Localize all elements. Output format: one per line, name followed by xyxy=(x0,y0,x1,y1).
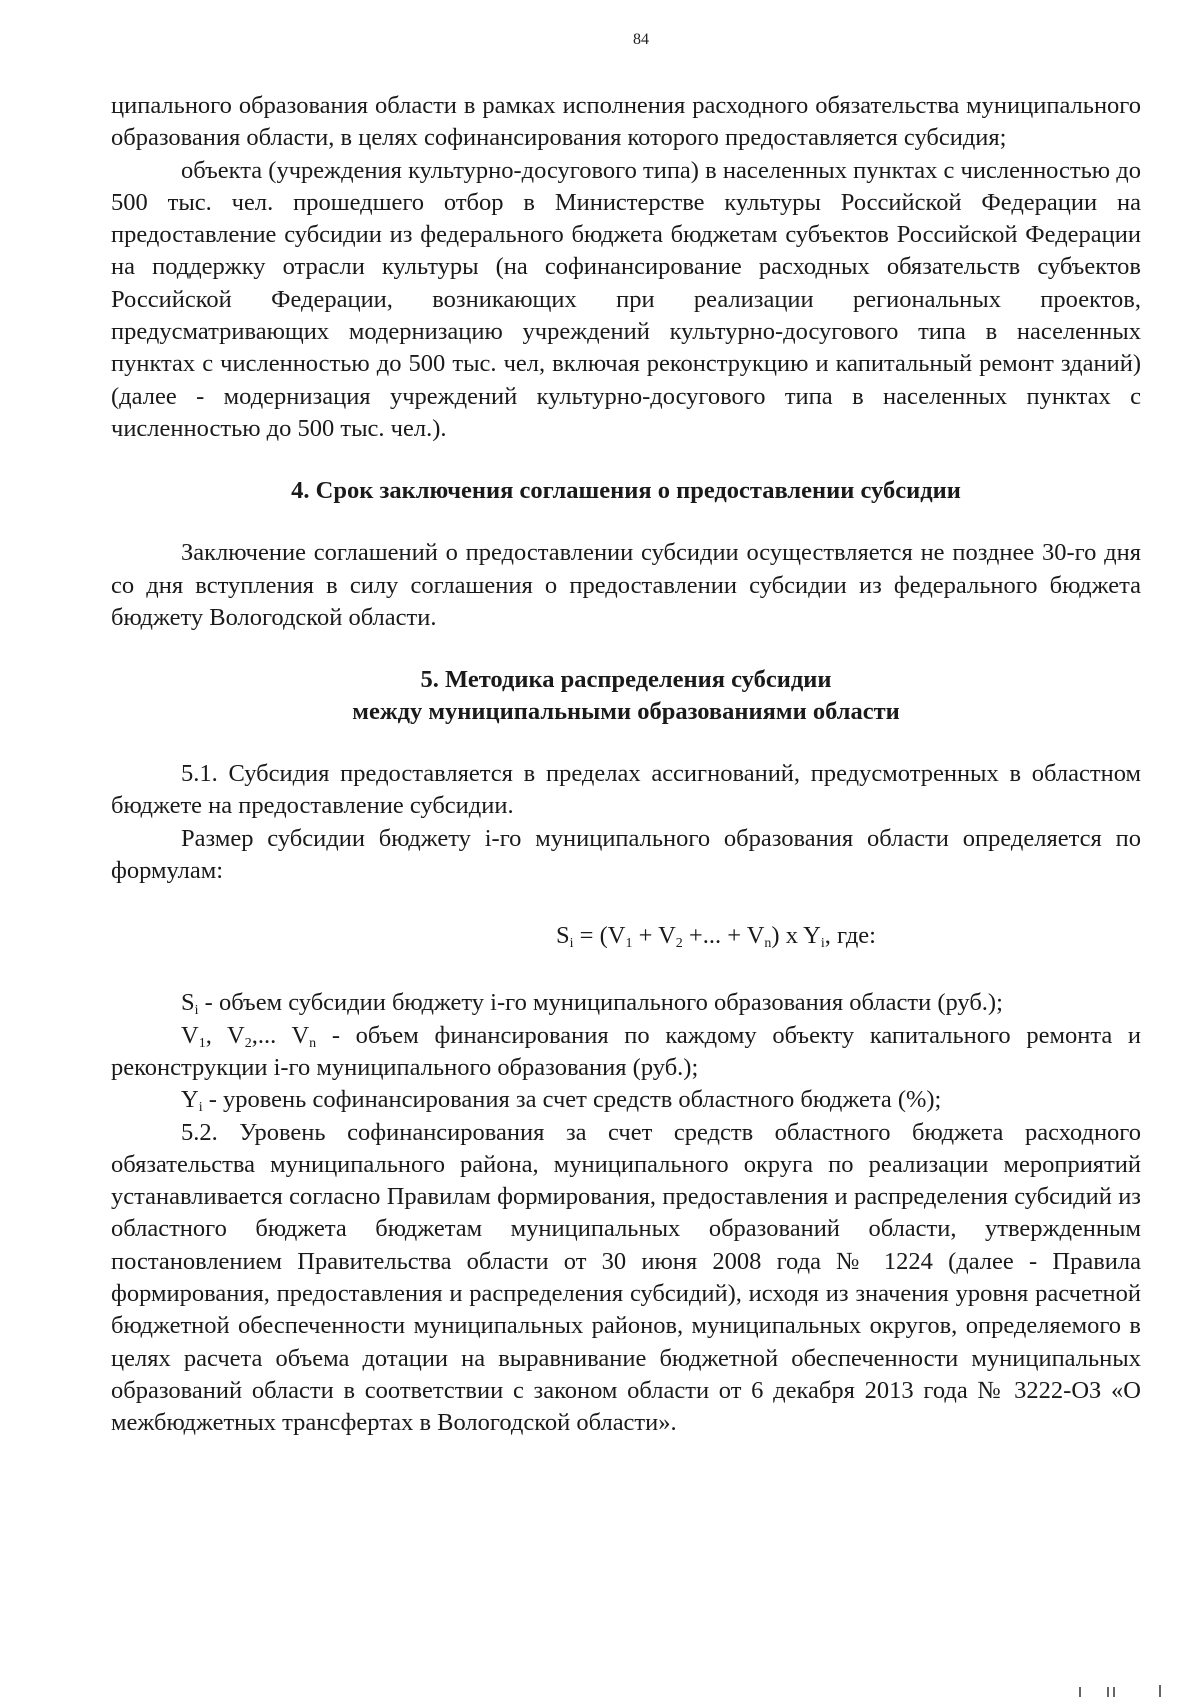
definition-v: $V_1$, $V_2$,... $V_n$ - объем финансирования по каждому объекту капитального ремонта и реконструкции i-го муниципального образования (руб.); xyxy=(111,1021,1141,1081)
section-5-heading-line2: между муниципальными образованиями области xyxy=(352,698,900,726)
section-5-heading-line1: 5. Методика распределения субсидии xyxy=(420,666,832,694)
paragraph-size-formula-intro: Размер субсидии бюджету i-го муниципального образования области определяется по формулам: xyxy=(111,824,1141,885)
page-number: 84 xyxy=(633,31,649,48)
paragraph-5-1: 5.1. Субсидия предоставляется в пределах ассигнований, предусмотренных в областном бюджете на предоставление субсидии. xyxy=(111,760,1141,820)
paragraph-5-2: 5.2. Уровень софинансирования за счет средств областного бюджета расходного обязательства муниципального района, муниципального округа по реализации мероприятий устанавливается согласно Правилам формирования, предоставления и распределения субсидий из областного бюджета бюджетам муниципальных образований области, утвержденным постановлением Правительства области от 30 июня 2008 года № 1224 (далее - Правила формирования, предоставления и распределения субсидий), исходя из значения уровня расчетной бюджетной обеспеченности муниципальных районов, муниципальных округов, определяемого в целях расчета объема дотации на выравнивание бюджетной обеспеченности муниципальных образований области в соответствии с законом области от 6 декабря 2013 года № 3222-ОЗ «О межбюджетных трансфертах в Вологодской области». xyxy=(111,1118,1141,1437)
formula: $S_i = (V_1 + V_2$ +... + $V_n$) x $Y_i$, где: xyxy=(556,922,876,952)
paragraph-object: объекта (учреждения культурно-досугового типа) в населенных пунктах с численностью до 500 тыс. чел. прошедшего отбор в Министерстве культуры Российской Федерации на предоставление субсидии из федерального бюджета бюджетам субъектов Российской Федерации на поддержку отрасли культуры (на софинансирование расходных обязательств субъектов Российской Федерации, возникающих при реализации региональных проектов, предусматривающих модернизацию учреждений культурно-досугового типа в населенных пунктах с численностью до 500 тыс. чел, включая реконструкцию и капитальный ремонт зданий) (далее - модернизация учреждений культурно-досугового типа в населенных пунктах с численностью до 500 тыс. чел.). xyxy=(111,156,1141,442)
definition-y: $Y_i$ - уровень софинансирования за счет средств областного бюджета (%); xyxy=(181,1086,942,1116)
section-4-text: Заключение соглашений о предоставлении субсидии осуществляется не позднее 30-го дня со дня вступления в силу соглашения о предоставлении субсидии из федерального бюджета бюджету Вологодской области. xyxy=(111,539,1141,631)
scan-edge-marks xyxy=(1070,1683,1170,1697)
section-5-heading xyxy=(111,664,1141,728)
document-page xyxy=(111,30,1141,1440)
section-4-heading: 4. Срок заключения соглашения о предоставлении субсидии xyxy=(291,477,961,505)
definition-s: $S_i$ - объем субсидии бюджету i-го муниципального образования области (руб.); xyxy=(181,989,1003,1019)
paragraph-continuation: ципального образования области в рамках исполнения расходного обязательства муниципального образования области, в целях софинансирования которого предоставляется субсидия; xyxy=(111,92,1141,152)
